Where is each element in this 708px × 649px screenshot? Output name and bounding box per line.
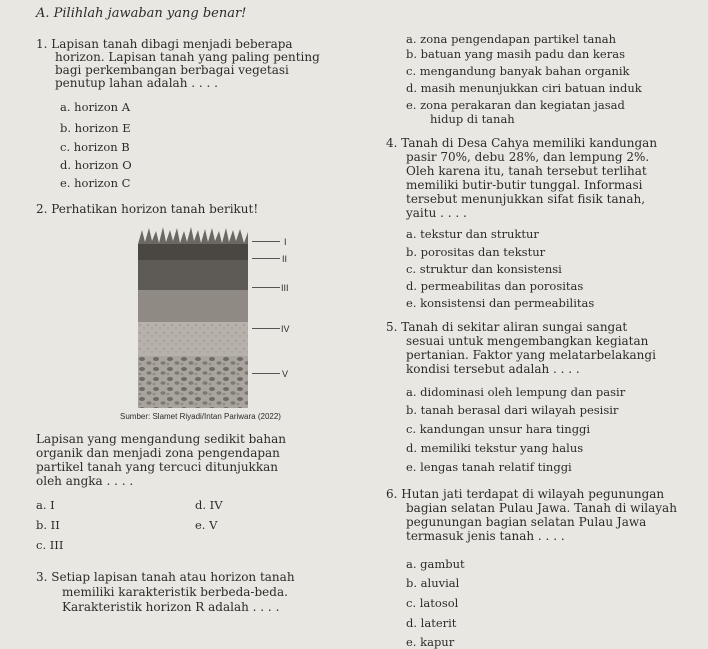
section-a-heading: A. Pilihlah jawaban yang benar! <box>36 6 247 21</box>
horizon-label-v: V <box>282 369 289 379</box>
q2-line: partikel tanah yang tercuci ditunjukkan <box>36 460 278 474</box>
q2-line: oleh angka . . . . <box>36 474 134 488</box>
q5-option-c[interactable]: c. kandungan unsur hara tinggi <box>406 422 591 436</box>
q1-option-d[interactable]: d. horizon O <box>60 158 132 172</box>
q6-line: bagian selatan Pulau Jawa. Tanah di wilayah <box>406 501 677 515</box>
soil-profile-image <box>138 226 248 408</box>
q4-option-a[interactable]: a. tekstur dan struktur <box>406 227 539 241</box>
q4-option-b[interactable]: b. porositas dan tekstur <box>406 245 546 259</box>
q3-option-e-cont: hidup di tanah <box>430 112 515 126</box>
q2-intro: 2. Perhatikan horizon tanah berikut! <box>36 202 259 216</box>
q3-option-b[interactable]: b. batuan yang masih padu dan keras <box>406 47 625 61</box>
q4-line: pasir 70%, debu 28%, dan lempung 2%. <box>406 150 650 164</box>
q1-line: bagi perkembangan berbagai vegetasi <box>55 63 289 77</box>
q5-option-b[interactable]: b. tanah berasal dari wilayah pesisir <box>406 403 619 417</box>
q4-option-c[interactable]: c. struktur dan konsistensi <box>406 262 562 276</box>
q3-option-c[interactable]: c. mengandung banyak bahan organik <box>406 64 630 78</box>
q6-option-d[interactable]: d. laterit <box>406 616 457 630</box>
q1-option-e[interactable]: e. horizon C <box>60 176 131 190</box>
q5-option-e[interactable]: e. lengas tanah relatif tinggi <box>406 460 572 474</box>
q3-option-a[interactable]: a. zona pengendapan partikel tanah <box>406 32 616 46</box>
horizon-label-ii: II <box>282 254 288 264</box>
q3-line: 3. Setiap lapisan tanah atau horizon tanah <box>36 570 295 584</box>
q5-line: pertanian. Faktor yang melatarbelakangi <box>406 348 656 362</box>
diagram-source: Sumber: Slamet Riyadi/Intan Pariwara (2022) <box>120 412 281 421</box>
horizon-label-iv: IV <box>281 324 290 334</box>
q5-option-a[interactable]: a. didominasi oleh lempung dan pasir <box>406 385 626 399</box>
q5-line: sesuai untuk mengembangkan kegiatan <box>406 334 649 348</box>
q4-line: yaitu . . . . <box>406 206 467 220</box>
q5-line: 5. Tanah di sekitar aliran sungai sangat <box>386 320 628 334</box>
q2-option-a[interactable]: a. I <box>36 498 55 512</box>
q2-option-b[interactable]: b. II <box>36 518 60 532</box>
q1-line: penutup lahan adalah . . . . <box>55 76 218 90</box>
q1-line: horizon. Lapisan tanah yang paling penting <box>55 50 320 64</box>
q3-option-d[interactable]: d. masih menunjukkan ciri batuan induk <box>406 81 642 95</box>
q4-option-d[interactable]: d. permeabilitas dan porositas <box>406 279 584 293</box>
q4-line: Oleh karena itu, tanah tersebut terlihat <box>406 164 647 178</box>
q1-option-b[interactable]: b. horizon E <box>60 121 131 135</box>
q4-line: 4. Tanah di Desa Cahya memiliki kandungan <box>386 136 658 150</box>
q6-option-e[interactable]: e. kapur <box>406 635 455 649</box>
q4-line: tersebut menunjukkan sifat fisik tanah, <box>406 192 646 206</box>
q6-line: pegunungan bagian selatan Pulau Jawa <box>406 515 647 529</box>
q2-line: Lapisan yang mengandung sedikit bahan <box>36 432 287 446</box>
q2-option-e[interactable]: e. V <box>195 518 218 532</box>
q1-line: 1. Lapisan tanah dibagi menjadi beberapa <box>36 37 293 51</box>
q6-line: 6. Hutan jati terdapat di wilayah pegunungan <box>386 487 665 501</box>
q6-option-c[interactable]: c. latosol <box>406 596 459 610</box>
q1-option-c[interactable]: c. horizon B <box>60 140 130 154</box>
q4-line: memiliki butir-butir tunggal. Informasi <box>406 178 643 192</box>
q4-option-e[interactable]: e. konsistensi dan permeabilitas <box>406 296 595 310</box>
q5-option-d[interactable]: d. memiliki tekstur yang halus <box>406 441 584 455</box>
q3-option-e[interactable]: e. zona perakaran dan kegiatan jasad <box>406 98 625 112</box>
horizon-label-iii: III <box>281 283 289 293</box>
q3-line: memiliki karakteristik berbeda-beda. <box>62 585 288 599</box>
q3-line: Karakteristik horizon R adalah . . . . <box>62 600 280 614</box>
q2-line: organik dan menjadi zona pengendapan <box>36 446 280 460</box>
q2-option-d[interactable]: d. IV <box>195 498 223 512</box>
q5-line: kondisi tersebut adalah . . . . <box>406 362 580 376</box>
q6-option-a[interactable]: a. gambut <box>406 557 465 571</box>
q6-line: termasuk jenis tanah . . . . <box>406 529 565 543</box>
horizon-label-i: I <box>284 237 287 247</box>
q1-option-a[interactable]: a. horizon A <box>60 100 131 114</box>
q2-option-c[interactable]: c. III <box>36 538 64 552</box>
q6-option-b[interactable]: b. aluvial <box>406 576 460 590</box>
